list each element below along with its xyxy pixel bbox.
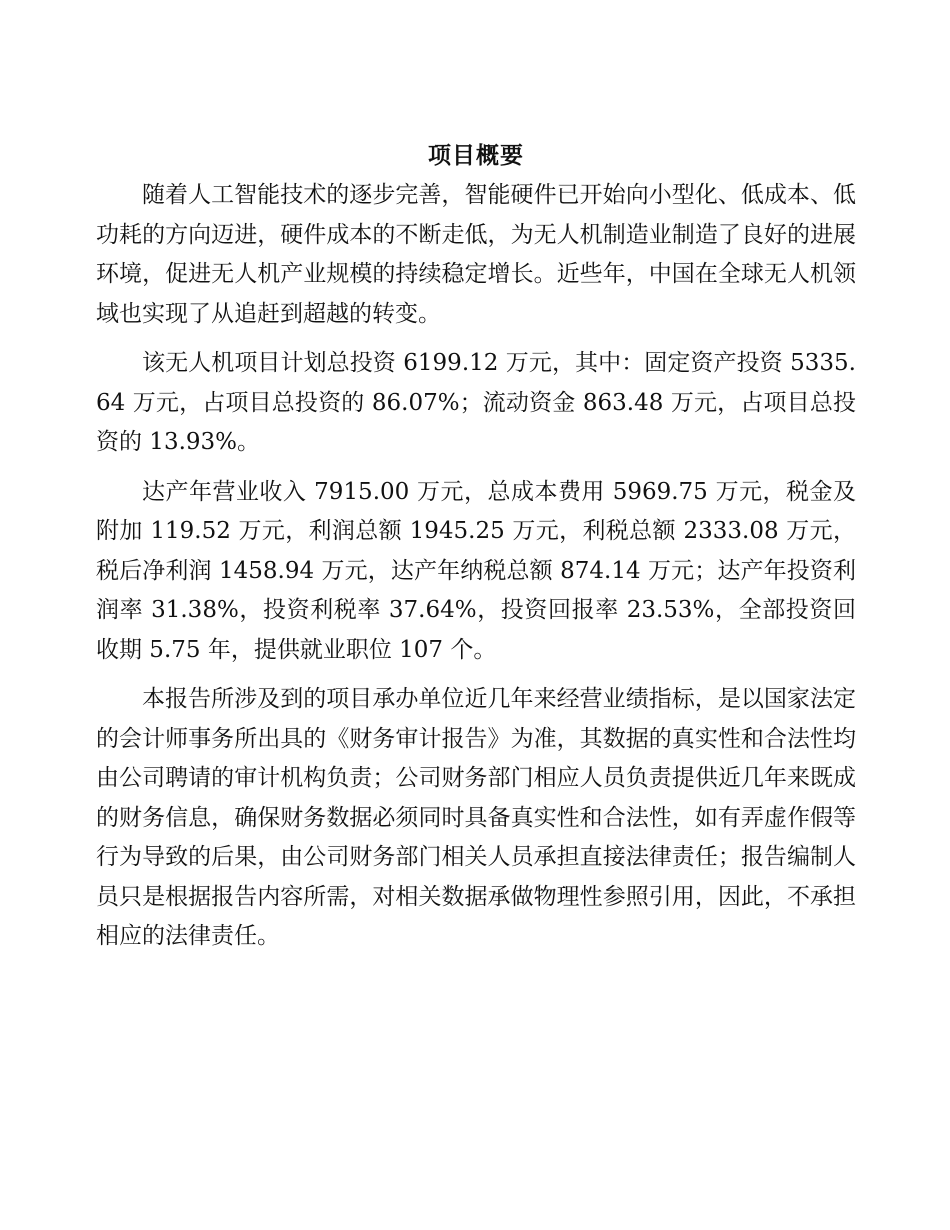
paragraph-industry-overview: 随着人工智能技术的逐步完善，智能硬件已开始向小型化、低成本、低功耗的方向迈进，硬件成本的不断走低，为无人机制造业制造了良好的进展环境，促进无人机产业规模的持续稳定增长。近些年，中国在全球无人机领域也实现了从追赶到超越的转变。 [96, 182, 856, 327]
paragraph-investment-plan: 该无人机项目计划总投资 6199.12 万元，其中：固定资产投资 5335.64 万元，占项目总投资的 86.07%；流动资金 863.48 万元，占项目总投资的 13.93%。 [96, 350, 856, 455]
document-body [96, 138, 856, 967]
paragraph-disclaimer: 本报告所涉及到的项目承办单位近几年来经营业绩指标，是以国家法定的会计师事务所出具的《财务审计报告》为准，其数据的真实性和合法性均由公司聘请的审计机构负责；公司财务部门相应人员负责提供近几年来既成的财务信息，确保财务数据必须同时具备真实性和合法性，如有弄虚作假等行为导致的后果，由公司财务部门相关人员承担直接法律责任；报告编制人员只是根据报告内容所需，对相关数据承做物理性参照引用，因此，不承担相应的法律责任。 [96, 686, 856, 949]
paragraph-financial-indicators: 达产年营业收入 7915.00 万元，总成本费用 5969.75 万元，税金及附加 119.52 万元，利润总额 1945.25 万元，利税总额 2333.08 万元，税后净利润 1458.94 万元，达产年纳税总额 874.14 万元；达产年投资利润率 31.38%，投资利税率 37.64%，投资回报率 23.53%，全部投资回收期 5.75 年，提供就业职位 107 个。 [96, 478, 856, 663]
document-title: 项目概要 [428, 143, 524, 169]
